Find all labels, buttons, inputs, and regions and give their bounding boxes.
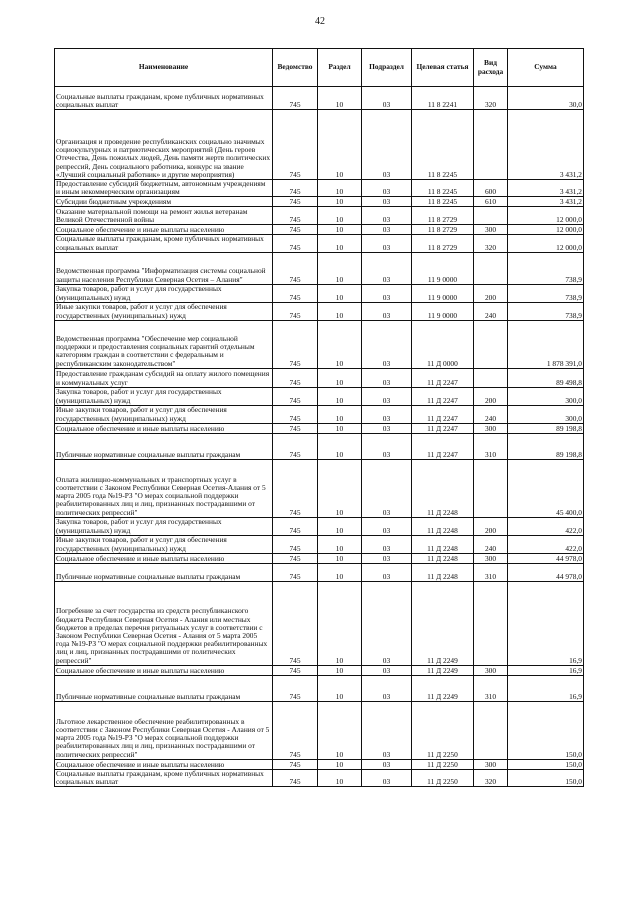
cell-dept: 745 (273, 535, 318, 553)
cell-name: Закупка товаров, работ и услуг для государственных (муниципальных) нужд (55, 517, 273, 535)
cell-sum: 89 198,8 (508, 433, 584, 459)
cell-section: 10 (318, 284, 362, 302)
cell-article: 11 Д 2248 (412, 563, 474, 581)
cell-article: 11 8 2729 (412, 207, 474, 225)
cell-article: 11 Д 2248 (412, 553, 474, 563)
cell-dept: 745 (273, 675, 318, 701)
cell-name: Оказание материальной помощи на ремонт жилья ветеранам Великой Отечественной войны (55, 207, 273, 225)
cell-type (474, 581, 508, 665)
cell-name: Социальное обеспечение и иные выплаты населению (55, 759, 273, 769)
cell-subsection: 03 (362, 423, 412, 433)
cell-name: Социальные выплаты гражданам, кроме публичных нормативных социальных выплат (55, 235, 273, 252)
cell-section: 10 (318, 302, 362, 320)
cell-type: 300 (474, 553, 508, 563)
cell-dept: 745 (273, 459, 318, 517)
cell-subsection: 03 (362, 180, 412, 197)
cell-sum: 150,0 (508, 769, 584, 786)
table-row (55, 284, 584, 302)
cell-subsection: 03 (362, 517, 412, 535)
cell-article: 11 Д 2250 (412, 759, 474, 769)
cell-subsection: 03 (362, 284, 412, 302)
table-row (55, 759, 584, 769)
cell-sum: 16,9 (508, 581, 584, 665)
cell-article: 11 Д 2247 (412, 368, 474, 387)
cell-section: 10 (318, 405, 362, 423)
cell-type: 300 (474, 423, 508, 433)
cell-sum: 3 431,2 (508, 197, 584, 207)
cell-section: 10 (318, 225, 362, 235)
table-row (55, 302, 584, 320)
cell-type: 200 (474, 284, 508, 302)
cell-sum: 738,9 (508, 252, 584, 284)
cell-name: Социальное обеспечение и иные выплаты населению (55, 225, 273, 235)
cell-subsection: 03 (362, 581, 412, 665)
cell-article: 11 9 0000 (412, 284, 474, 302)
table-row (55, 581, 584, 665)
cell-section: 10 (318, 235, 362, 252)
cell-article: 11 Д 2249 (412, 581, 474, 665)
table-row (55, 701, 584, 759)
cell-article: 11 Д 2250 (412, 701, 474, 759)
cell-dept: 745 (273, 423, 318, 433)
cell-subsection: 03 (362, 553, 412, 563)
cell-section: 10 (318, 459, 362, 517)
cell-name: Иные закупки товаров, работ и услуг для обеспечения государственных (муниципальных) нужд (55, 535, 273, 553)
cell-section: 10 (318, 423, 362, 433)
cell-name: Иные закупки товаров, работ и услуг для обеспечения государственных (муниципальных) нужд (55, 302, 273, 320)
cell-article: 11 8 2245 (412, 110, 474, 180)
cell-article: 11 Д 2248 (412, 535, 474, 553)
table-row (55, 769, 584, 786)
cell-type: 310 (474, 433, 508, 459)
cell-name: Иные закупки товаров, работ и услуг для обеспечения государственных (муниципальных) нужд (55, 405, 273, 423)
cell-name: Организация и проведение республиканских социально значимых социокультурных и патриотических мероприятий (День героев Отечества, День пожилых людей, День памяти жертв политических репрессий, День социального работника, конкурс на звание «Лучший социальный работник» и другие мероприятия) (55, 110, 273, 180)
table-row (55, 368, 584, 387)
cell-type: 600 (474, 180, 508, 197)
cell-article: 11 Д 2249 (412, 665, 474, 675)
cell-sum: 738,9 (508, 284, 584, 302)
cell-dept: 745 (273, 665, 318, 675)
cell-subsection: 03 (362, 207, 412, 225)
cell-dept: 745 (273, 207, 318, 225)
cell-name: Оплата жилищно-коммунальных и транспортных услуг в соответствии с Законом Республики Северная Осетия-Алания от 5 марта 2005 года №19-РЗ "О мерах социальной поддержки реабилитированных лиц и лиц, признанных пострадавшими от политических репрессий" (55, 459, 273, 517)
cell-dept: 745 (273, 284, 318, 302)
table-row (55, 110, 584, 180)
cell-article: 11 Д 2247 (412, 433, 474, 459)
cell-dept: 745 (273, 563, 318, 581)
table-row (55, 235, 584, 252)
cell-sum: 16,9 (508, 675, 584, 701)
cell-article: 11 8 2241 (412, 87, 474, 110)
cell-dept: 745 (273, 581, 318, 665)
cell-name: Льготное лекарственное обеспечение реабилитированных в соответствии с Законом Республики Северная Осетия - Алания от 5 марта 2005 года №19-РЗ "О мерах социальной поддержки реабилитированных лиц и лиц, признанных пострадавшими от политических репрессий" (55, 701, 273, 759)
cell-section: 10 (318, 207, 362, 225)
cell-subsection: 03 (362, 302, 412, 320)
cell-article: 11 8 2245 (412, 197, 474, 207)
table-row (55, 553, 584, 563)
cell-name: Субсидии бюджетным учреждениям (55, 197, 273, 207)
cell-type: 240 (474, 535, 508, 553)
table-row (55, 433, 584, 459)
table-row (55, 320, 584, 368)
table-row (55, 675, 584, 701)
cell-sum: 300,0 (508, 387, 584, 405)
cell-section: 10 (318, 87, 362, 110)
cell-article: 11 9 0000 (412, 252, 474, 284)
cell-section: 10 (318, 320, 362, 368)
cell-article: 11 Д 2248 (412, 517, 474, 535)
cell-name: Погребение за счет государства из средств республиканского бюджета Республики Северная Осетия - Алания или местных бюджетов в пределах перечня ритуальных услуг в соответствии с Законом Республики Северная Осетия - Алания от 5 марта 2005 года №19-РЗ "О мерах социальной поддержки реабилитированных лиц и лиц, признанных пострадавшими от политических репрессий" (55, 581, 273, 665)
cell-dept: 745 (273, 387, 318, 405)
cell-type: 240 (474, 405, 508, 423)
cell-sum: 1 878 391,0 (508, 320, 584, 368)
cell-section: 10 (318, 759, 362, 769)
header-name: Наименование (55, 49, 273, 87)
cell-subsection: 03 (362, 110, 412, 180)
cell-sum: 3 431,2 (508, 110, 584, 180)
cell-article: 11 Д 2247 (412, 423, 474, 433)
cell-sum: 12 000,0 (508, 207, 584, 225)
cell-type: 300 (474, 759, 508, 769)
cell-subsection: 03 (362, 387, 412, 405)
cell-type (474, 320, 508, 368)
table-row (55, 225, 584, 235)
cell-dept: 745 (273, 553, 318, 563)
cell-name: Ведомственная программа "Обеспечение мер социальной поддержки и предоставления социальных гарантий отдельным категориям граждан в соответствии с федеральным и республиканским законодательством" (55, 320, 273, 368)
cell-type: 240 (474, 302, 508, 320)
cell-name: Социальные выплаты гражданам, кроме публичных нормативных социальных выплат (55, 769, 273, 786)
cell-section: 10 (318, 581, 362, 665)
cell-type (474, 110, 508, 180)
table-row (55, 459, 584, 517)
cell-article: 11 Д 2247 (412, 387, 474, 405)
cell-type: 320 (474, 769, 508, 786)
cell-dept: 745 (273, 302, 318, 320)
cell-type: 310 (474, 675, 508, 701)
cell-subsection: 03 (362, 368, 412, 387)
cell-sum: 45 400,0 (508, 459, 584, 517)
cell-type (474, 368, 508, 387)
cell-sum: 16,9 (508, 665, 584, 675)
table-body (55, 87, 584, 787)
cell-article: 11 8 2729 (412, 225, 474, 235)
table-header-row (55, 49, 584, 87)
cell-name: Публичные нормативные социальные выплаты гражданам (55, 563, 273, 581)
cell-dept: 745 (273, 701, 318, 759)
header-dept: Ведомство (273, 49, 318, 87)
table-row (55, 197, 584, 207)
cell-sum: 89 198,8 (508, 423, 584, 433)
cell-section: 10 (318, 197, 362, 207)
cell-section: 10 (318, 553, 362, 563)
cell-subsection: 03 (362, 433, 412, 459)
cell-sum: 12 000,0 (508, 235, 584, 252)
cell-dept: 745 (273, 197, 318, 207)
cell-subsection: 03 (362, 701, 412, 759)
cell-dept: 745 (273, 769, 318, 786)
cell-section: 10 (318, 110, 362, 180)
cell-type: 300 (474, 665, 508, 675)
cell-section: 10 (318, 769, 362, 786)
header-sum: Сумма (508, 49, 584, 87)
cell-type: 320 (474, 235, 508, 252)
table-row (55, 87, 584, 110)
cell-sum: 12 000,0 (508, 225, 584, 235)
page-number: 42 (315, 16, 325, 27)
header-expense-type: Вид расхода (474, 49, 508, 87)
cell-dept: 745 (273, 87, 318, 110)
cell-dept: 745 (273, 433, 318, 459)
cell-subsection: 03 (362, 769, 412, 786)
cell-subsection: 03 (362, 197, 412, 207)
table-row (55, 517, 584, 535)
cell-subsection: 03 (362, 675, 412, 701)
cell-section: 10 (318, 368, 362, 387)
cell-name: Социальное обеспечение и иные выплаты населению (55, 423, 273, 433)
cell-article: 11 9 0000 (412, 302, 474, 320)
cell-dept: 745 (273, 759, 318, 769)
cell-name: Ведомственная программа "Информатизация системы социальной защиты населения Республики Северная Осетия – Алания" (55, 252, 273, 284)
cell-name: Публичные нормативные социальные выплаты гражданам (55, 675, 273, 701)
cell-dept: 745 (273, 517, 318, 535)
table-row (55, 180, 584, 197)
cell-section: 10 (318, 517, 362, 535)
cell-subsection: 03 (362, 405, 412, 423)
cell-section: 10 (318, 535, 362, 553)
cell-subsection: 03 (362, 235, 412, 252)
cell-sum: 44 978,0 (508, 553, 584, 563)
cell-name: Предоставление субсидий бюджетным, автономным учреждениям и иным некоммерческим организациям (55, 180, 273, 197)
cell-sum: 150,0 (508, 701, 584, 759)
cell-sum: 30,0 (508, 87, 584, 110)
table-row (55, 207, 584, 225)
cell-sum: 89 498,8 (508, 368, 584, 387)
cell-section: 10 (318, 665, 362, 675)
cell-dept: 745 (273, 180, 318, 197)
table-row (55, 405, 584, 423)
cell-dept: 745 (273, 320, 318, 368)
cell-dept: 745 (273, 252, 318, 284)
cell-name: Социальные выплаты гражданам, кроме публичных нормативных социальных выплат (55, 87, 273, 110)
cell-type (474, 252, 508, 284)
cell-name: Закупка товаров, работ и услуг для государственных (муниципальных) нужд (55, 284, 273, 302)
cell-sum: 3 431,2 (508, 180, 584, 197)
cell-section: 10 (318, 180, 362, 197)
table-row (55, 563, 584, 581)
cell-article: 11 8 2729 (412, 235, 474, 252)
cell-article: 11 Д 0000 (412, 320, 474, 368)
cell-type (474, 459, 508, 517)
cell-type (474, 701, 508, 759)
cell-section: 10 (318, 433, 362, 459)
budget-table (54, 48, 584, 787)
header-section: Раздел (318, 49, 362, 87)
cell-article: 11 Д 2248 (412, 459, 474, 517)
cell-subsection: 03 (362, 459, 412, 517)
cell-sum: 300,0 (508, 405, 584, 423)
table-row (55, 535, 584, 553)
cell-type: 310 (474, 563, 508, 581)
cell-sum: 738,9 (508, 302, 584, 320)
cell-type: 200 (474, 517, 508, 535)
table-row (55, 423, 584, 433)
cell-dept: 745 (273, 110, 318, 180)
cell-section: 10 (318, 675, 362, 701)
cell-name: Предоставление гражданам субсидий на оплату жилого помещения и коммунальных услуг (55, 368, 273, 387)
header-article: Целевая статья (412, 49, 474, 87)
cell-subsection: 03 (362, 665, 412, 675)
cell-section: 10 (318, 252, 362, 284)
table-row (55, 387, 584, 405)
cell-subsection: 03 (362, 535, 412, 553)
cell-name: Закупка товаров, работ и услуг для государственных (муниципальных) нужд (55, 387, 273, 405)
cell-type: 300 (474, 225, 508, 235)
cell-dept: 745 (273, 225, 318, 235)
cell-sum: 44 978,0 (508, 563, 584, 581)
table-row (55, 252, 584, 284)
table-row (55, 665, 584, 675)
cell-dept: 745 (273, 405, 318, 423)
cell-type: 320 (474, 87, 508, 110)
cell-sum: 422,0 (508, 517, 584, 535)
cell-subsection: 03 (362, 252, 412, 284)
cell-article: 11 Д 2250 (412, 769, 474, 786)
header-subsection: Подраздел (362, 49, 412, 87)
cell-dept: 745 (273, 235, 318, 252)
cell-sum: 422,0 (508, 535, 584, 553)
cell-subsection: 03 (362, 225, 412, 235)
cell-section: 10 (318, 701, 362, 759)
cell-type: 610 (474, 197, 508, 207)
cell-name: Социальное обеспечение и иные выплаты населению (55, 665, 273, 675)
cell-article: 11 8 2245 (412, 180, 474, 197)
cell-section: 10 (318, 563, 362, 581)
cell-subsection: 03 (362, 320, 412, 368)
cell-subsection: 03 (362, 87, 412, 110)
cell-dept: 745 (273, 368, 318, 387)
cell-subsection: 03 (362, 563, 412, 581)
cell-name: Социальное обеспечение и иные выплаты населению (55, 553, 273, 563)
cell-subsection: 03 (362, 759, 412, 769)
cell-name: Публичные нормативные социальные выплаты гражданам (55, 433, 273, 459)
cell-type (474, 207, 508, 225)
cell-article: 11 Д 2249 (412, 675, 474, 701)
cell-type: 200 (474, 387, 508, 405)
cell-article: 11 Д 2247 (412, 405, 474, 423)
cell-sum: 150,0 (508, 759, 584, 769)
cell-section: 10 (318, 387, 362, 405)
